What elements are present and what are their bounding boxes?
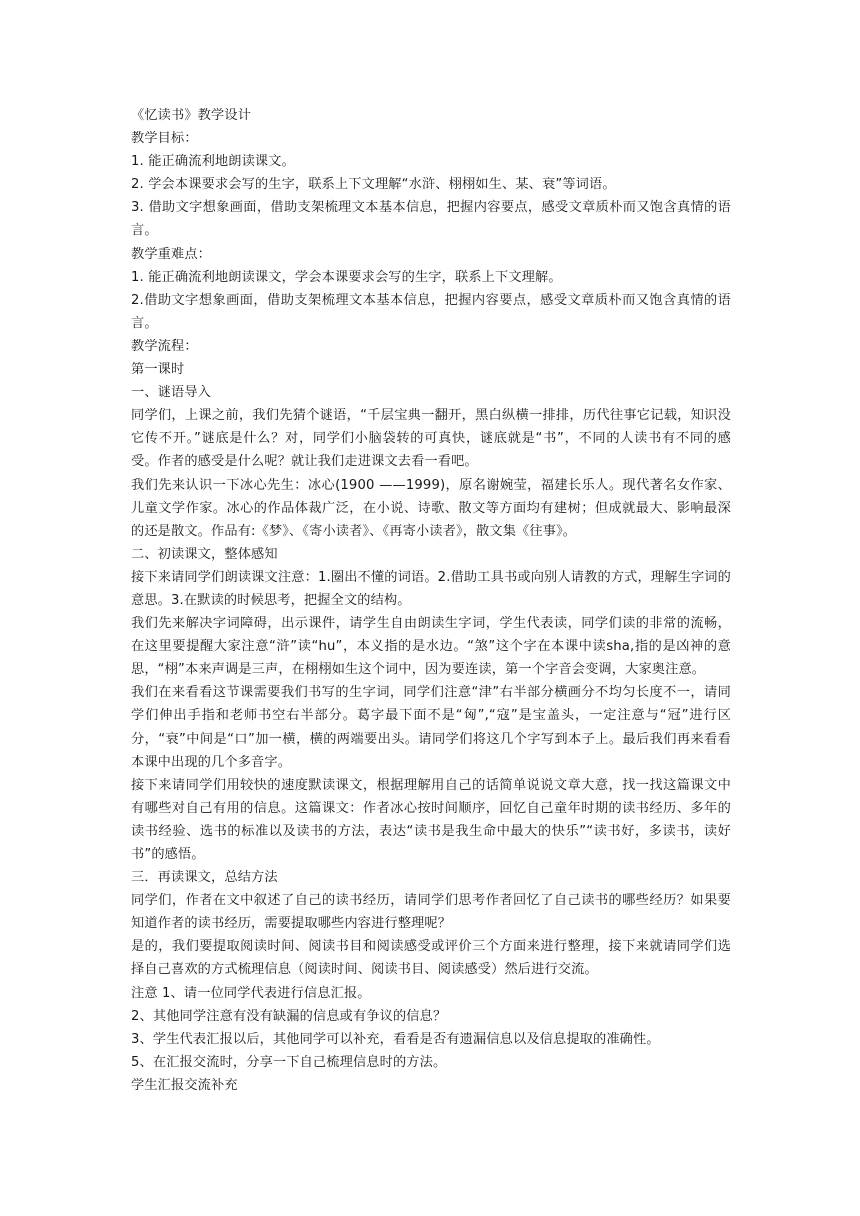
body-paragraph: 是的，我们要提取阅读时间、阅读书目和阅读感受或评价三个方面来进行整理，接下来就请同学们选择自己喜欢的方式梳理信息（阅读时间、阅读书目、阅读感受）然后进行交流。: [131, 939, 731, 978]
section-heading: 一、谜语导入: [131, 385, 212, 401]
list-item: 2. 学会本课要求会写的生字，联系上下文理解“水浒、栩栩如生、某、衰”等词语。: [131, 177, 616, 193]
section-heading: 二、初读课文，整体感知: [131, 546, 278, 562]
body-paragraph: 同学们，作者在文中叙述了自己的读书经历，请同学们思考作者回忆了自己读书的哪些经历？如果要知道作者的读书经历，需要提取哪些内容进行整理呢？: [131, 893, 731, 932]
section-heading: 三．再读课文，总结方法: [131, 870, 278, 886]
body-paragraph: 接下来请同学们朗读课文注意：1.圈出不懂的词语。2.借助工具书或向别人请教的方式，理解生字词的意思。3.在默读的时候思考，把握全文的结构。: [131, 569, 731, 608]
list-item: 注意 1、请一位同学代表进行信息汇报。: [131, 985, 371, 1001]
body-paragraph: 同学们，上课之前，我们先猜个谜语，“千层宝典一翻开，黑白纵横一排排，历代往事它记载，知识没它传不开。”谜底是什么？对，同学们小脑袋转的可真快，谜底就是“书”，不同的人读书有不同的感受。作者的感受是什么呢？就让我们走进课文去看一看吧。: [131, 408, 731, 470]
list-item: 2、其他同学注意有没有缺漏的信息或有争议的信息？: [131, 1008, 447, 1024]
document-title: 《忆读书》教学设计: [131, 108, 252, 123]
section-heading: 教学重难点：: [131, 246, 212, 262]
list-item: 3、学生代表汇报以后，其他同学可以补充，看看是否有遗漏信息以及信息提取的准确性。: [131, 1031, 660, 1047]
body-paragraph: 接下来请同学们用较快的速度默读课文，根据理解用自己的话简单说说文章大意，找一找这篇课文中有哪些对自己有用的信息。这篇课文：作者冰心按时间顺序，回忆自己童年时期的读书经历、多年的读书经验、选书的标准以及读书的方法，表达“读书是我生命中最大的快乐”“读书好，多读书，读好书”的感悟。: [131, 777, 731, 862]
body-paragraph: 我们先来认识一下冰心先生：冰心(1900 ——1999)，原名谢婉莹，福建长乐人。现代著名女作家、儿童文学作家。冰心的作品体裁广泛，在小说、诗歌、散文等方面均有建树；但成就最大、影响最深的还是散文。作品有:《梦》、《寄小读者》、《再寄小读者》，散文集《往事》。: [131, 477, 731, 539]
list-item: 1. 能正确流利地朗读课文，学会本课要求会写的生字，联系上下文理解。: [131, 269, 562, 285]
list-item: 3. 借助文字想象画面，借助支架梳理文本基本信息，把握内容要点，感受文章质朴而又饱含真情的语言。: [131, 200, 731, 239]
list-item: 2.借助文字想象画面，借助支架梳理文本基本信息，把握内容要点，感受文章质朴而又饱含真情的语言。: [131, 292, 731, 331]
body-paragraph: 我们在来看看这节课需要我们书写的生字词，同学们注意“津”右半部分横画分不均匀长度不一，请同学们伸出手指和老师书空右半部分。葛字最下面不是“匈”,“寇”是宝盖头，一定注意与“冠”进行区分，“衰”中间是“口”加一横，横的两端要出头。请同学们将这几个字写到本子上。最后我们再来看看本课中出现的几个多音字。: [131, 685, 731, 770]
body-paragraph: 我们先来解决字词障碍，出示课件，请学生自由朗读生字词，学生代表读，同学们读的非常的流畅，在这里要提醒大家注意“浒”读“hu”，本义指的是水边。“煞”这个字在本课中读sha,指的是凶神的意思，“栩”本来声调是三声，在栩栩如生这个词中，因为要连读，第一个字音会变调，大家奥注意。: [131, 616, 731, 678]
list-item: 1. 能正确流利地朗读课文。: [131, 154, 295, 170]
section-heading: 教学目标：: [131, 131, 198, 147]
document-body: [131, 104, 731, 1097]
section-heading: 第一课时: [131, 362, 185, 378]
body-paragraph: 学生汇报交流补充: [131, 1077, 238, 1093]
section-heading: 教学流程：: [131, 338, 198, 354]
list-item: 5、在汇报交流时，分享一下自己梳理信息时的方法。: [131, 1054, 447, 1070]
